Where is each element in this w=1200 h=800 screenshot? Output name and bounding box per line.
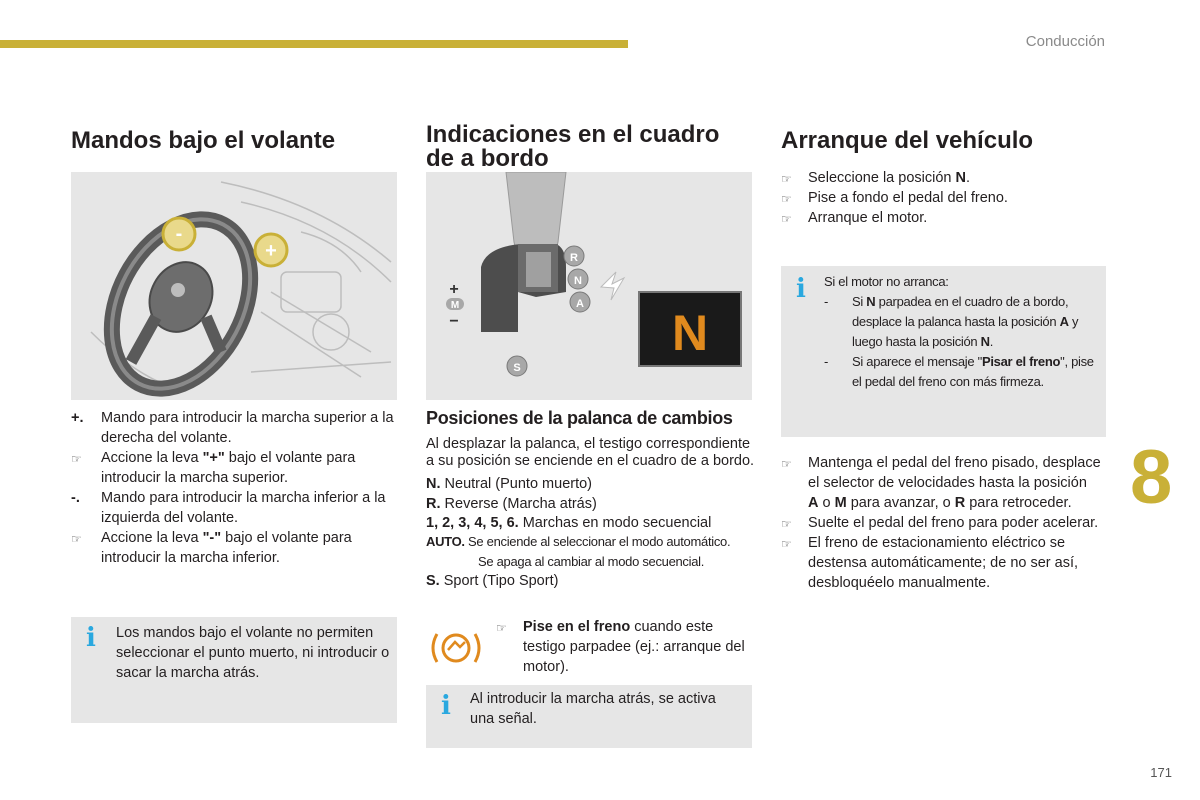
list-item-text: Seleccione la posición — [808, 170, 956, 186]
list-item-text: Suelte el pedal del freno para poder acelerar. — [808, 515, 1099, 531]
list-item-text: Pise a fondo el pedal del freno. — [808, 190, 1008, 206]
list-item — [781, 208, 1101, 228]
position-text: Sport (Tipo Sport) — [439, 573, 559, 589]
title-line: de a bordo — [426, 145, 549, 172]
position-text: Se enciende al seleccionar el modo automático. — [464, 534, 731, 549]
list-item-text: y luego hasta la posición — [852, 314, 1079, 349]
bold-text: Pisar el freno — [981, 354, 1061, 369]
list-item-text: Si aparece el mensaje " — [852, 354, 982, 369]
bold-text: N — [955, 170, 966, 186]
info-box — [426, 685, 752, 748]
gear-label-a: A — [576, 298, 584, 310]
list-item-text: ", pise el pedal del freno con más firmeza. — [852, 354, 1094, 389]
gear-label-s: S — [513, 362, 521, 374]
driving-steps-list — [781, 453, 1101, 593]
brake-warning-block — [426, 618, 752, 674]
list-item — [426, 494, 756, 514]
info-content — [824, 272, 1099, 392]
list-item — [426, 572, 756, 590]
gear-lever-drawing — [426, 172, 752, 400]
bold-text: "-" — [202, 530, 222, 546]
position-text: Se apaga al cambiar al modo secuencial. — [478, 554, 705, 569]
steering-controls-list — [71, 408, 399, 568]
list-item-text: bajo el volante para introducir la marcha inferior. — [101, 530, 352, 566]
list-item-text: Mantenga el pedal del freno pisado, desplace el selector de velocidades hasta la posición — [808, 455, 1101, 491]
list-item — [781, 533, 1101, 593]
bold-text: A — [1059, 314, 1069, 329]
pointing-hand-icon: ☞ — [781, 172, 792, 186]
list-item — [781, 188, 1101, 208]
list-item — [426, 514, 756, 532]
dash-marker: - — [824, 354, 829, 369]
info-icon: i — [86, 623, 96, 653]
pointing-hand-icon: ☞ — [781, 457, 792, 471]
list-item-text: Mando para introducir la marcha superior a la derecha del volante. — [101, 410, 394, 446]
position-key: 1, 2, 3, 4, 5, 6. — [426, 515, 519, 531]
steering-wheel-illustration — [71, 172, 397, 400]
bold-text: N — [866, 294, 876, 309]
accent-bar — [0, 40, 628, 48]
intro-paragraph: Al desplazar la palanca, el testigo correspondiente a su posición se enciende en el cuadro de a bordo. — [426, 436, 755, 469]
list-item-text: bajo el volante para introducir la marcha superior. — [101, 450, 356, 486]
list-item-text: para avanzar, o — [846, 495, 955, 511]
list-item-text: . — [989, 334, 994, 349]
list-item-text: parpadea en el cuadro de a bordo, desplace la palanca hasta la posición — [852, 294, 1069, 329]
subsection-title-gear-positions: Posiciones de la palanca de cambios — [426, 408, 733, 428]
info-box — [781, 266, 1106, 437]
section-title-vehicle-start: Arranque del vehículo — [781, 127, 1034, 154]
bold-text: A — [808, 495, 819, 511]
list-item-text: Mando para introducir la marcha inferior a la izquierda del volante. — [101, 490, 386, 526]
info-icon: i — [796, 274, 806, 304]
position-text: Marchas en modo secuencial — [518, 515, 712, 531]
list-item-text: para retroceder. — [965, 495, 1072, 511]
list-item — [71, 408, 399, 448]
list-item-text: Arranque el motor. — [808, 210, 928, 226]
gear-label-minus: − — [449, 313, 459, 330]
pointing-hand-icon: ☞ — [71, 532, 82, 546]
list-item — [71, 448, 399, 488]
pointing-hand-icon: ☞ — [496, 621, 507, 635]
steering-wheel-drawing — [71, 172, 397, 400]
list-item-text: Accione la leva — [101, 530, 203, 546]
list-item — [496, 617, 746, 677]
position-key: N. — [426, 476, 441, 492]
info-text: Los mandos bajo el volante no permiten seleccionar el punto muerto, ni introducir o sacar la marcha atrás. — [116, 625, 390, 681]
pointing-hand-icon: ☞ — [781, 192, 792, 206]
position-text: Neutral (Punto muerto) — [440, 476, 593, 492]
list-item-text: Accione la leva — [101, 450, 203, 466]
info-text: Al introducir la marcha atrás, se activa una señal. — [470, 691, 716, 727]
list-item — [426, 532, 756, 552]
gear-positions-text — [426, 436, 756, 590]
display-gear-letter: N — [671, 305, 709, 361]
list-item — [426, 474, 756, 494]
list-item-text: . — [966, 170, 971, 186]
info-box — [71, 617, 397, 723]
list-item — [824, 292, 1099, 352]
info-icon: i — [441, 691, 451, 721]
bold-text: "+" — [202, 450, 225, 466]
section-title-steering-controls: Mandos bajo el volante — [71, 127, 336, 154]
plus-marker: +. — [71, 410, 84, 426]
list-item-text: Si — [852, 294, 867, 309]
bold-text: Pise en el freno — [523, 619, 631, 635]
bold-text: N — [980, 334, 990, 349]
brake-warning-icon — [428, 628, 484, 668]
gear-label-m: M — [450, 300, 460, 311]
plus-paddle-label: + — [265, 240, 277, 262]
start-steps-list — [781, 168, 1101, 228]
list-item — [781, 513, 1101, 533]
info-text: Si el motor no arranca: — [824, 274, 949, 289]
list-item — [781, 168, 1101, 188]
title-line: Indicaciones en el cuadro — [426, 121, 720, 148]
position-key: S. — [426, 573, 440, 589]
minus-marker: -. — [71, 490, 80, 506]
pointing-hand-icon: ☞ — [781, 537, 792, 551]
position-key: AUTO. — [426, 534, 465, 549]
pointing-hand-icon: ☞ — [781, 212, 792, 226]
dash-marker: - — [824, 294, 829, 309]
list-item-text: o — [818, 495, 835, 511]
bold-text: M — [834, 495, 847, 511]
pointing-hand-icon: ☞ — [71, 452, 82, 466]
list-item — [71, 528, 399, 568]
section-title-dashboard-indications — [426, 123, 719, 171]
gear-label-plus: + — [449, 281, 459, 298]
gear-lever-illustration — [426, 172, 752, 400]
position-key: R. — [426, 496, 441, 512]
list-item — [71, 488, 399, 528]
pointing-hand-icon: ☞ — [781, 517, 792, 531]
list-item-row — [496, 617, 746, 677]
page-number: 171 — [1150, 765, 1172, 780]
chapter-number: 8 — [1130, 435, 1173, 520]
list-item — [781, 453, 1101, 513]
list-item-text: cuando este testigo parpadee (ej.: arranque del motor). — [523, 619, 745, 675]
position-text: Reverse (Marcha atrás) — [440, 496, 597, 512]
gear-label-n: N — [574, 275, 582, 287]
bold-text: R — [954, 495, 966, 511]
list-item-text: El freno de estacionamiento eléctrico se destensa automáticamente; de no ser así, desbloquéelo manualmente. — [808, 535, 1079, 591]
gear-label-r: R — [570, 252, 578, 264]
chapter-title: Conducción — [1025, 33, 1105, 50]
list-item — [824, 352, 1099, 392]
minus-paddle-label: - — [175, 223, 183, 245]
